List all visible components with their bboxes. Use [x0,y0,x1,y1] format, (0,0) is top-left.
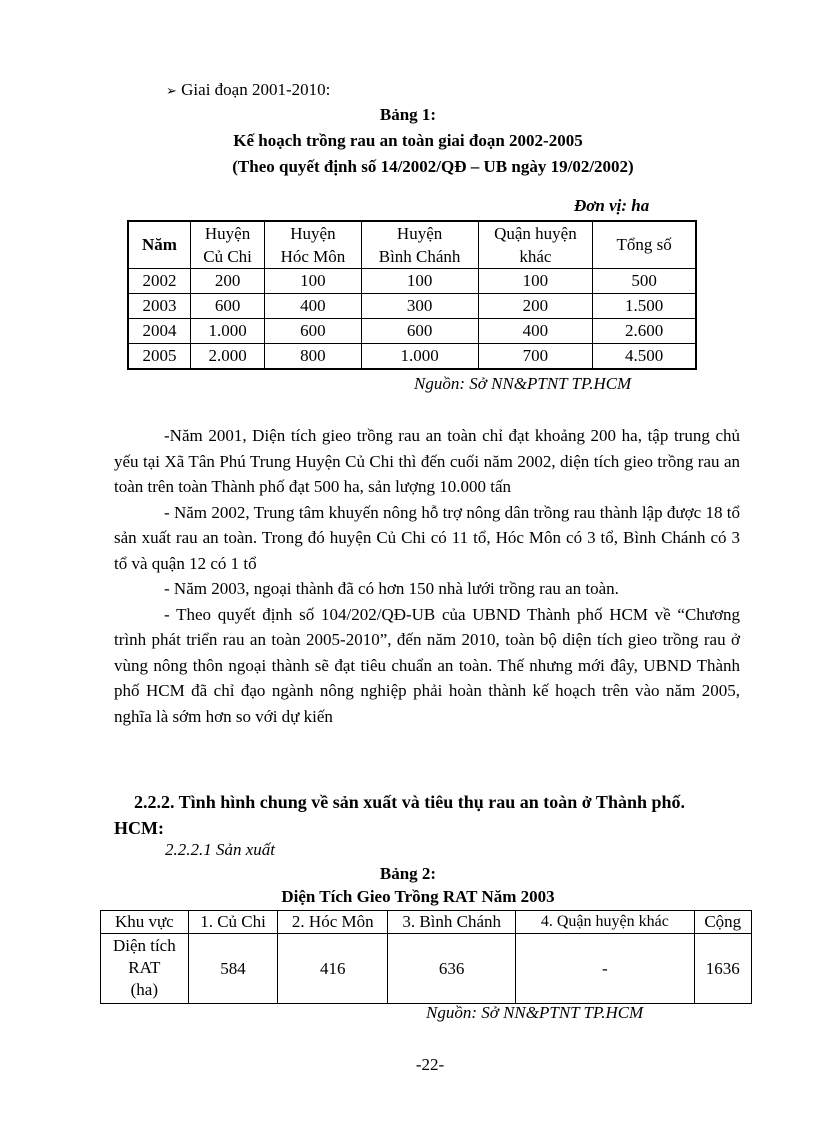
body-text [114,423,740,729]
table-cell: 636 [388,934,516,1004]
table-cell: 100 [478,269,593,294]
table-cell: 400 [265,294,362,319]
table-cell: 584 [188,934,278,1004]
table-cell: 100 [361,269,478,294]
table1-header-cuchi-2: Củ Chi [190,245,264,269]
paragraph: - Theo quyết định số 104/202/QĐ-UB của UBND Thành phố HCM về “Chương trình phát triển rau an toàn 2005-2010”, đến năm 2010, toàn bộ diện tích gieo trồng rau ở vùng nông thôn ngoại thành sẽ đạt tiêu chuẩn an toàn. Thế nhưng mới đây, UBND Thành phố HCM đã chỉ đạo ngành nông nghiệp phải hoàn thành kế hoạch trên vào năm 2005, nghĩa là sớm hơn so với dự kiến [114,604,740,726]
table-cell: 300 [361,294,478,319]
table1-header-binhchanh-2: Bình Chánh [361,245,478,269]
table1-subtitle: (Theo quyết định số 14/2002/QĐ – UB ngày 19/02/2002) [232,157,634,176]
table2-header-cell: 2. Hóc Môn [278,911,388,934]
table-cell: 1.500 [593,294,696,319]
table2-header-cell: 1. Củ Chi [188,911,278,934]
table-row [128,344,696,370]
table-cell: 800 [265,344,362,370]
table2-source: Nguồn: Sở NN&PTNT TP.HCM [426,1003,644,1022]
table2-header-cell: Khu vực [101,911,189,934]
table1-unit: Đơn vị: ha [574,196,650,215]
table2-header-cell: 3. Bình Chánh [388,911,516,934]
table2-row-label-line: (ha) [130,980,159,999]
subsection-title: 2.2.2.1 Sản xuất [165,840,276,859]
table-row [128,319,696,344]
table-row [128,294,696,319]
table-cell: 2002 [128,269,190,294]
table-cell: 200 [478,294,593,319]
section-heading-cont: HCM: [114,818,164,838]
page-number: -22- [415,1055,445,1074]
table-cell: 600 [265,319,362,344]
table2-row-label [101,934,189,1004]
table-row [101,934,752,1004]
table1-header-nam: Năm [128,221,190,269]
table-cell: 2005 [128,344,190,370]
table-cell: 700 [478,344,593,370]
table-cell: - [516,934,694,1004]
table2-row-label-line: RAT [128,958,161,977]
section-heading: 2.2.2. Tình hình chung về sản xuất và tiêu thụ rau an toàn ở Thành phố. [134,792,685,812]
table2-title: Diện Tích Gieo Trồng RAT Năm 2003 [281,887,555,906]
table-cell: 500 [593,269,696,294]
paragraph: - Năm 2002, Trung tâm khuyến nông hỗ trợ nông dân trồng rau thành lập được 18 tổ sản xuất rau an toàn. Trong đó huyện Củ Chi có 11 tổ, Hóc Môn có 3 tổ, Bình Chánh có 3 tổ và quận 12 có 1 tổ [114,502,740,573]
period-heading [166,80,330,100]
table1-header-tong: Tổng số [593,221,696,269]
table-cell: 400 [478,319,593,344]
table-cell: 2.600 [593,319,696,344]
table1-title: Kế hoạch trồng rau an toàn giai đoạn 2002-2005 [233,131,583,150]
table1-header-cuchi-1: Huyện [190,221,264,245]
table2-number: Bảng 2: [379,864,437,883]
table1-header-hocmon-1: Huyện [265,221,362,245]
period-heading-text: Giai đoạn 2001-2010: [181,80,331,99]
table-cell: 416 [278,934,388,1004]
table1-header-hocmon-2: Hóc Môn [265,245,362,269]
table-cell: 1.000 [190,319,264,344]
table-cell: 2004 [128,319,190,344]
table-cell: 600 [361,319,478,344]
table2-header-cell: Cộng [694,911,751,934]
table2-header-cell: 4. Quận huyện khác [516,911,694,934]
paragraph: - Năm 2003, ngoại thành đã có hơn 150 nhà lưới trồng rau an toàn. [164,579,619,598]
table1 [127,220,697,370]
table1-number: Bảng 1: [379,105,437,124]
table1-header-khac-1: Quận huyện [478,221,593,245]
table2 [100,910,752,1004]
table-row [128,269,696,294]
table-cell: 600 [190,294,264,319]
arrow-bullet-icon: ➢ [166,84,177,99]
table2-row-label-line: Diện tích [112,936,176,955]
table-cell: 2003 [128,294,190,319]
table-cell: 1636 [694,934,751,1004]
table-cell: 200 [190,269,264,294]
table1-header-khac-2: khác [478,245,593,269]
table-cell: 1.000 [361,344,478,370]
table1-source: Nguồn: Sở NN&PTNT TP.HCM [414,374,632,393]
table1-header-binhchanh-1: Huyện [361,221,478,245]
table-cell: 4.500 [593,344,696,370]
table-cell: 2.000 [190,344,264,370]
table-cell: 100 [265,269,362,294]
paragraph: -Năm 2001, Diện tích gieo trồng rau an toàn chỉ đạt khoảng 200 ha, tập trung chủ yếu tại Xã Tân Phú Trung Huyện Củ Chi thì đến cuối năm 2002, diện tích gieo trồng rau an toàn trên toàn Thành phố đạt 500 ha, sản lượng 10.000 tấn [114,426,740,496]
